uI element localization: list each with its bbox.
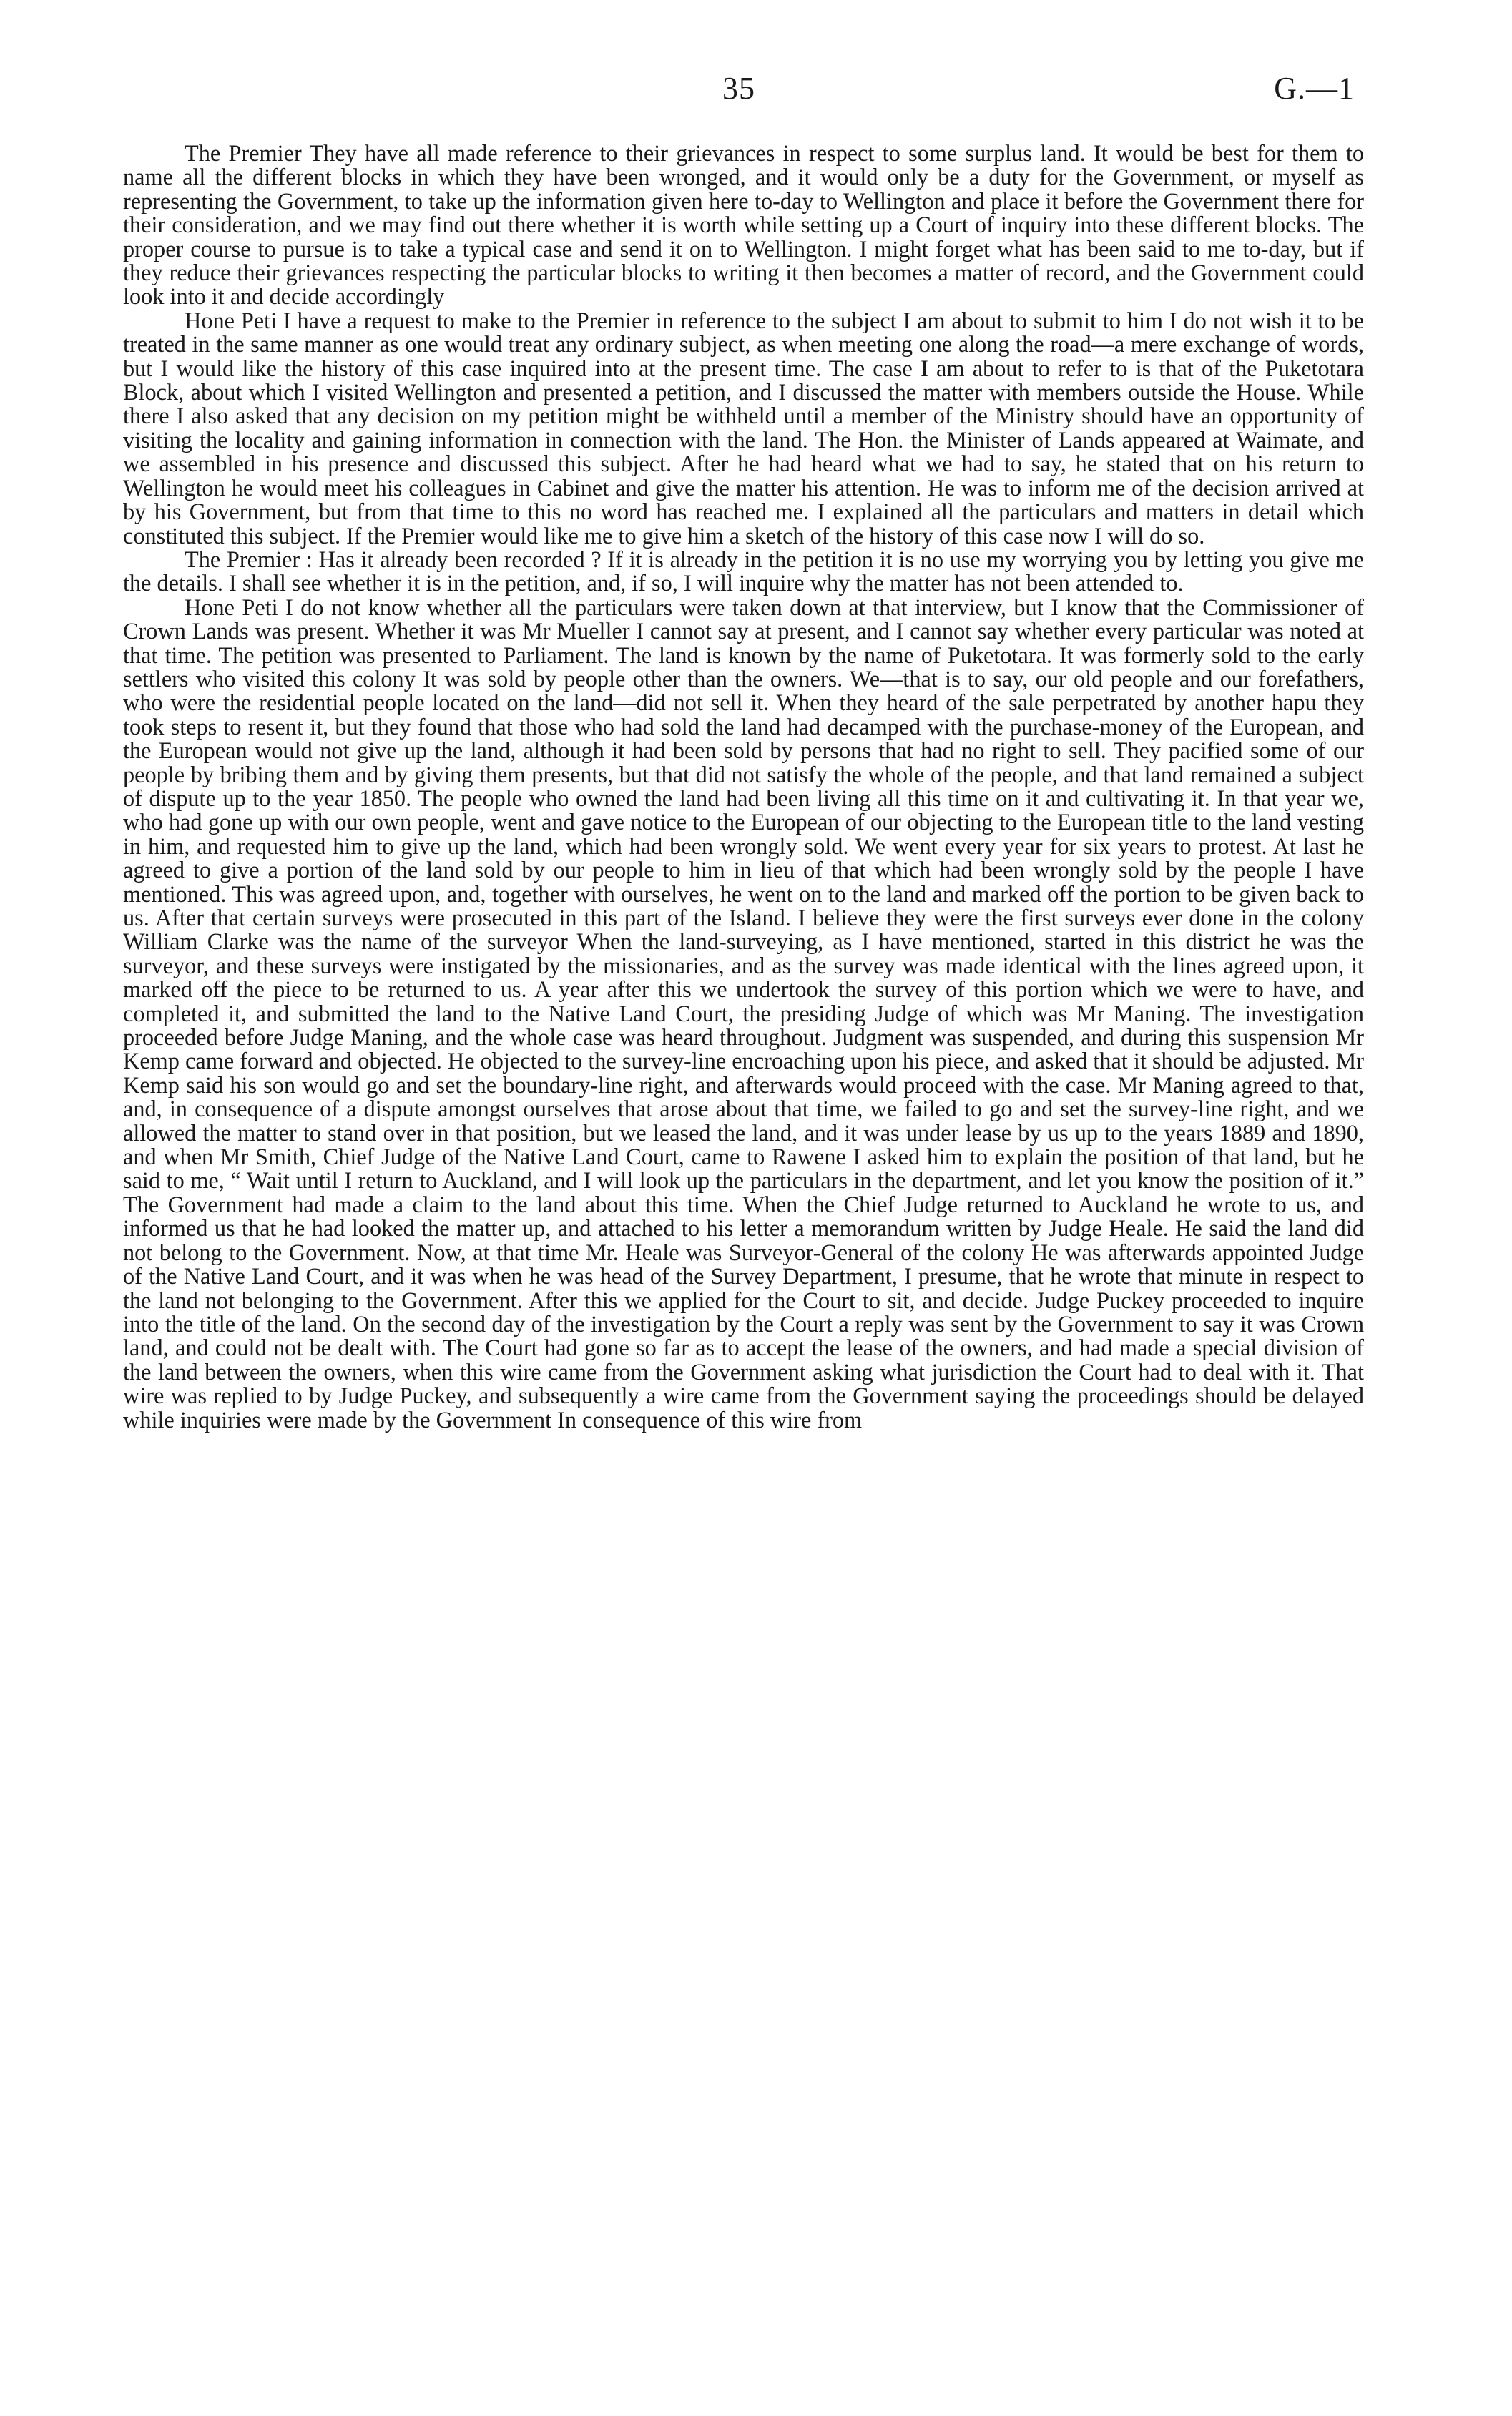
paragraph-premier-recorded: The Premier : Has it already been recorded ? If it is already in the petition it is no use my worrying you by letting you give me the details. I shall see whether it is in the petition, and, if so, I will inquire why the matter has not been attended to.	[123, 546, 1364, 596]
page-number: 35	[722, 71, 755, 106]
paragraph-hone-peti-request: Hone Peti I have a request to make to the Premier in reference to the subject I am about to submit to him I do not wish it to be treated in the same manner as one would treat any ordinary subject, as when meeting one along the road—a mere exchange of words, but I would like the history of this case inquired into at the present time. The case I am about to refer to is that of the Puketotara Block, about which I visited Wellington and presented a petition, and I discussed the matter with members outside the House. While there I also asked that any decision on my petition might be withheld until a member of the Ministry should have an opportunity of visiting the locality and gaining information in connection with the land. The Hon. the Minister of Lands appeared at Waimate, and we assembled in his presence and discussed this subject. After he had heard what we had to say, he stated that on his return to Wellington he would meet his colleagues in Cabinet and give the matter his attention. He was to inform me of the decision arrived at by his Government, but from that time to this no word has reached me. I explained all the particulars and matters in detail which constituted this subject. If the Premier would like me to give him a sketch of the history of this case now I will do so.	[123, 307, 1364, 549]
paragraph-hone-peti-history: Hone Peti I do not know whether all the particulars were taken down at that interview, but I know that the Commissioner of Crown Lands was present. Whether it was Mr Mueller I cannot say at present, and I cannot say whether every particular was noted at that time. The petition was presented to Parliament. The land is known by the name of Puketotara. It was formerly sold to the early settlers who visited this colony It was sold by people other than the owners. We—that is to say, our old people and our forefathers, who were the residential people located on the land—did not sell it. When they heard of the sale perpetrated by another hapu they took steps to resent it, but they found that those who had sold the land had decamped with the purchase-money of the European, and the European would not give up the land, although it had been sold by persons that had no right to sell. They pacified some of our people by bribing them and by giving them presents, but that did not satisfy the whole of the people, and that land remained a subject of dispute up to the year 1850. The people who owned the land had been living all this time on it and cultivating it. In that year we, who had gone up with our own people, went and gave notice to the European of our objecting to the European title to the land vesting in him, and requested him to give up the land, which had been wrongly sold. We went every year for six years to protest. At last he agreed to give a portion of the land sold by our people to him in lieu of that which had been wrongly sold by the people I have mentioned. This was agreed upon, and, together with ourselves, he went on to the land and marked off the portion to be given back to us. After that certain surveys were prosecuted in this part of the Island. I believe they were the first surveys ever done in the colony William Clarke was the name of the surveyor When the land-surveying, as I have mentioned, started in this district he was the surveyor, and these surveys were instigated by the missionaries, and as the survey was made identical with the lines agreed upon, it marked off the piece to be returned to us. A year after this we undertook the survey of this portion which we were to have, and completed it, and submitted the land to the Native Land Court, the presiding Judge of which was Mr Maning. The investigation proceeded before Judge Maning, and the whole case was heard throughout. Judgment was suspended, and during this suspension Mr Kemp came forward and objected. He objected to the survey-line encroaching upon his piece, and asked that it should be adjusted. Mr Kemp said his son would go and set the boundary-line right, and afterwards would proceed with the case. Mr Maning agreed to that, and, in consequence of a dispute amongst ourselves that arose about that time, we failed to go and set the survey-line right, and we allowed the matter to stand over in that position, but we leased the land, and it was under lease by us up to the years 1889 and 1890, and when Mr Smith, Chief Judge of the Native Land Court, came to Rawene I asked him to explain the position of that land, but he said to me, “ Wait until I return to Auckland, and I will look up the particulars in the department, and let you know the position of it.” The Government had made a claim to the land about this time. When the Chief Judge returned to Auckland he wrote to us, and informed us that he had looked the matter up, and attached to his letter a memorandum written by Judge Heale. He said the land did not belong to the Government. Now, at that time Mr. Heale was Surveyor-General of the colony He was afterwards appointed Judge of the Native Land Court, and it was when he was head of the Survey Department, I presume, that he wrote that minute in respect to the land not belonging to the Government. After this we applied for the Court to sit, and decide. Judge Puckey proceeded to inquire into the title of the land. On the second day of the investigation by the Court a reply was sent by the Government to say it was Crown land, and could not be dealt with. The Court had gone so far as to accept the lease of the owners, and had made a special division of the land between the owners, when this wire came from the Government asking what jurisdiction the Court had to deal with it. That wire was replied to by Judge Puckey, and subsequently a wire came from the Government saying the proceedings should be delayed while inquiries were made by the Government In consequence of this wire from	[123, 594, 1364, 1433]
body-text	[123, 142, 1364, 1432]
paragraph-premier-surplus-land: The Premier They have all made reference to their grievances in respect to some surplus land. It would be best for them to name all the different blocks in which they have been wronged, and it would only be a duty for the Government, or myself as representing the Government, to take up the information given here to-day to Wellington and place it before the Government there for their consideration, and we may find out there whether it is worth while setting up a Court of inquiry into these different blocks. The proper course to pursue is to take a typical case and send it on to Wellington. I might forget what has been said to me to-day, but if they reduce their grievances respecting the particular blocks to writing it then becomes a matter of record, and the Government could look into it and decide accordingly	[123, 140, 1364, 310]
page-reference: G.—1	[1274, 71, 1355, 106]
